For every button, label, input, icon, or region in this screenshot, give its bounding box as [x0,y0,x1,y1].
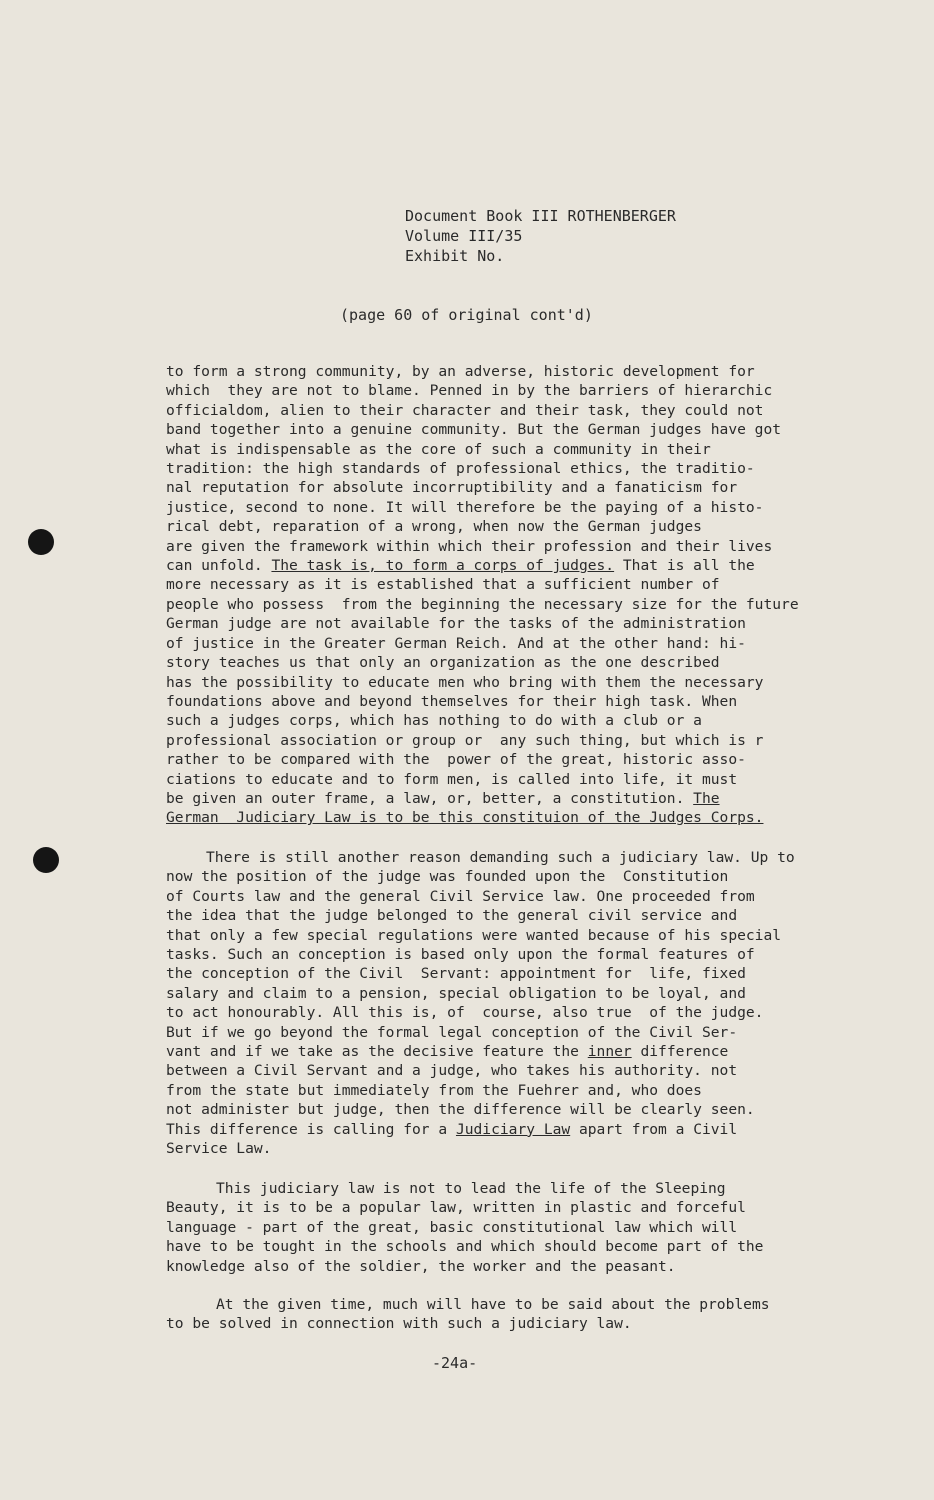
text-line: that only a few special regulations were wanted because of his special [166,926,782,944]
underlined-judiciary-law: Judiciary Law [455,1120,571,1138]
text-line: to act honourably. All this is, of course, also true of the judge. [166,1004,764,1022]
text-line: Beauty, it is to be a popular law, written in plastic and forceful [166,1199,746,1217]
text-segment: apart from a Civil [570,1120,738,1138]
paragraph-1 [166,362,866,828]
text-line: knowledge also of the soldier, the worker and the peasant. [166,1257,676,1275]
text-line: not administer but judge, then the difference will be clearly seen. [166,1101,755,1119]
text-line: There is still another reason demanding such a judiciary law. Up to [206,849,795,866]
text-line: now the position of the judge was founded upon the Constitution [166,868,729,886]
underlined-task-statement: The task is, to form a corps of judges. [271,557,615,575]
text-line: from the state but immediately from the Fuehrer and, who does [166,1081,702,1099]
text-line: German judge are not available for the tasks of the administration [166,615,746,633]
text-line [166,789,866,808]
text-line: language - part of the great, basic constitutional law which will [166,1218,738,1236]
text-line: But if we go beyond the formal legal conception of the Civil Ser- [166,1023,738,1041]
text-line: the idea that the judge belonged to the general civil service and [166,907,738,925]
text-line: rical debt, reparation of a wrong, when now the German judges [166,518,702,536]
paragraph-2 [166,848,866,1159]
text-line: such a judges corps, which has nothing to do with a club or a [166,712,702,730]
text-line: of Courts law and the general Civil Service law. One proceeded from [166,887,755,905]
text-line: tasks. Such an conception is based only upon the formal features of [166,946,755,964]
text-line: people who possess from the beginning the necessary size for the future [166,595,799,613]
text-line: This judiciary law is not to lead the life of the Sleeping [216,1180,726,1197]
text-line [166,1042,866,1061]
text-line: have to be tought in the schools and which should become part of the [166,1238,764,1256]
text-line: ciations to educate and to form men, is called into life, it must [166,770,738,788]
text-line: to form a strong community, by an adverse, historic development for [166,363,755,380]
text-line: what is indispensable as the core of such a community in their [166,440,711,458]
text-line: which they are not to blame. Penned in by the barriers of hierarchic [166,382,773,400]
text-line [166,1120,866,1139]
text-line: to be solved in connection with such a judiciary law. [166,1315,632,1333]
underlined-inner: inner [587,1043,632,1061]
punch-hole-lower [33,847,59,873]
text-line: the conception of the Civil Servant: appointment for life, fixed [166,965,746,983]
underlined-segment: The [693,789,720,807]
text-line: nal reputation for absolute incorruptibility and a fanaticism for [166,479,738,497]
punch-hole-upper [28,529,54,555]
text-segment: be given an outer frame, a law, or, better, a constitution. [166,789,694,807]
text-line: officialdom, alien to their character and their task, they could not [166,401,764,419]
text-segment: That is all the [614,557,755,575]
text-segment: difference [631,1043,729,1061]
header-line-volume: Volume III/35 [405,227,523,245]
text-line: story teaches us that only an organization as the one described [166,654,720,672]
header-line-document-book: Document Book III ROTHENBERGER [405,207,676,225]
text-line: band together into a genuine community. But the German judges have got [166,421,782,439]
page-reference: (page 60 of original cont'd) [340,306,593,324]
text-line: At the given time, much will have to be said about the problems [216,1296,770,1313]
text-line: professional association or group or any such thing, but which is r [166,731,764,749]
text-line: salary and claim to a pension, special obligation to be loyal, and [166,984,746,1002]
text-line: are given the framework within which their profession and their lives [166,537,773,555]
text-segment: vant and if we take as the decisive feature the [166,1043,588,1061]
text-line: tradition: the high standards of professional ethics, the traditio- [166,460,755,478]
text-line: more necessary as it is established that a sufficient number of [166,576,720,594]
text-segment: This difference is calling for a [166,1120,456,1138]
text-line: justice, second to none. It will therefore be the paying of a histo- [166,498,764,516]
text-line: of justice in the Greater German Reich. And at the other hand: hi- [166,634,746,652]
header-line-exhibit: Exhibit No. [405,247,505,265]
text-line: Service Law. [166,1140,272,1158]
paragraph-3 [166,1179,866,1276]
text-line: rather to be compared with the power of the great, historic asso- [166,751,746,769]
text-line [166,556,866,575]
underlined-constitution-line: German Judiciary Law is to be this constituion of the Judges Corps. [166,809,764,827]
text-line: foundations above and beyond themselves for their high task. When [166,692,738,710]
document-header [405,206,676,266]
text-segment: can unfold. [166,557,272,575]
paragraph-4 [166,1295,866,1334]
page-number: -24a- [432,1354,478,1372]
text-line: has the possibility to educate men who bring with them the necessary [166,673,764,691]
text-line: between a Civil Servant and a judge, who takes his authority. not [166,1062,738,1080]
